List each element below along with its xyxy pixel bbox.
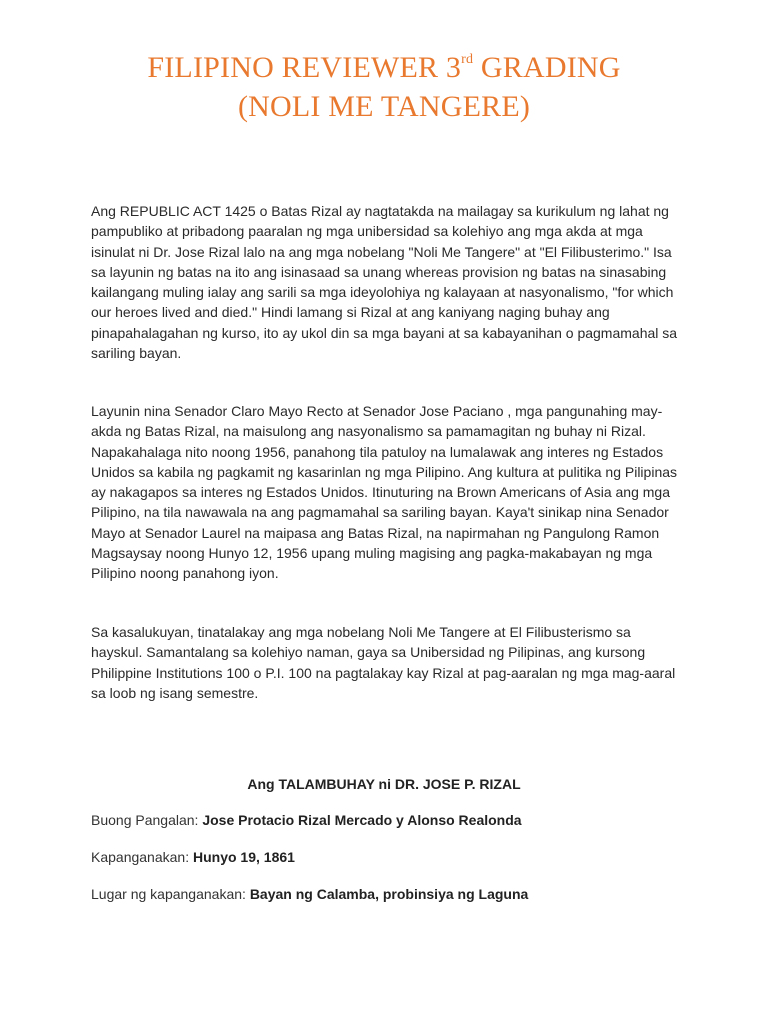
bio-row-birthdate: [91, 849, 691, 865]
bio-value: Hunyo 19, 1861: [192, 849, 295, 865]
bio-value: Jose Protacio Rizal Mercado y Alonso Realonda: [202, 812, 522, 828]
bio-row-full-name: [91, 812, 691, 828]
paragraph-senators: Layunin nina Senador Claro Mayo Recto at Senador Jose Paciano , mga pangunahing may-akda ng Batas Rizal, na maisulong ang nasyonalismo sa pamamagitan ng buhay ni Rizal. Napakahalaga nito noong 1956, panahong tila patuloy na lumalawak ang interes ng Estados Unidos sa kabila ng pagkamit ng kasarinlan ng mga Pilipino. Ang kultura at pulitika ng Pilipinas ay nakagapos sa interes ng Estados Unidos. Itinuturing na Brown Americans of Asia ang mga Pilipino, na tila nawawala na ang pagmamahal sa sariling bayan. Kaya't sinikap nina Senador Mayo at Senador Laurel na maipasa ang Batas Rizal, na napirmahan ng Pangulong Ramon Magsaysay noong Hunyo 12, 1956 upang muling magising ang pagka-makabayan ng mga Pilipino noong panahong iyon.: [91, 403, 678, 582]
bio-label: Buong Pangalan:: [91, 812, 203, 828]
title-line-1-tail: GRADING: [473, 51, 621, 84]
paragraph-republic-act: Ang REPUBLIC ACT 1425 o Batas Rizal ay nagtatakda na mailagay sa kurikulum ng lahat ng pampubliko at pribadong paaralan ng mga unibersidad sa kolehiyo ang mga akda at mga isinulat ni Dr. Jose Rizal lalo na ang mga nobelang "Noli Me Tangere" at "El Filibusterimo." Isa sa layunin ng batas na ito ang isinasaad sa unang whereas provision ng batas na sinasabing kailangang muling ialay ang sarili sa mga ideyolohiya ng kalayaan at nasyonalismo, "for which our heroes lived and died." Hindi lamang si Rizal at ang kaniyang naging buhay ang pinapahalagahan ng kurso, ito ay ukol din sa mga bayani at sa kabayanihan o pagmamahal sa sariling bayan.: [91, 203, 678, 362]
document-title: [0, 48, 768, 126]
bio-row-birthplace: [91, 886, 691, 902]
bio-label: Lugar ng kapanganakan:: [91, 886, 250, 902]
bio-value: Bayan ng Calamba, probinsiya ng Laguna: [249, 886, 529, 902]
title-line-1-main: FILIPINO REVIEWER 3: [147, 51, 462, 84]
paragraph-present-day: Sa kasalukuyan, tinatalakay ang mga nobelang Noli Me Tangere at El Filibusterismo sa hayskul. Samantalang sa kolehiyo naman, gaya sa Unibersidad ng Pilipinas, ang kursong Philippine Institutions 100 o P.I. 100 na pagtalakay kay Rizal at pag-aaralan ng mga mag-aaral sa loob ng isang semestre.: [91, 624, 676, 701]
title-ordinal-superscript: rd: [461, 52, 474, 67]
title-line-2: (NOLI ME TANGERE): [237, 90, 531, 123]
bio-heading: Ang TALAMBUHAY ni DR. JOSE P. RIZAL: [247, 776, 521, 792]
bio-label: Kapanganakan:: [91, 849, 193, 865]
title-line-1: [0, 48, 768, 87]
